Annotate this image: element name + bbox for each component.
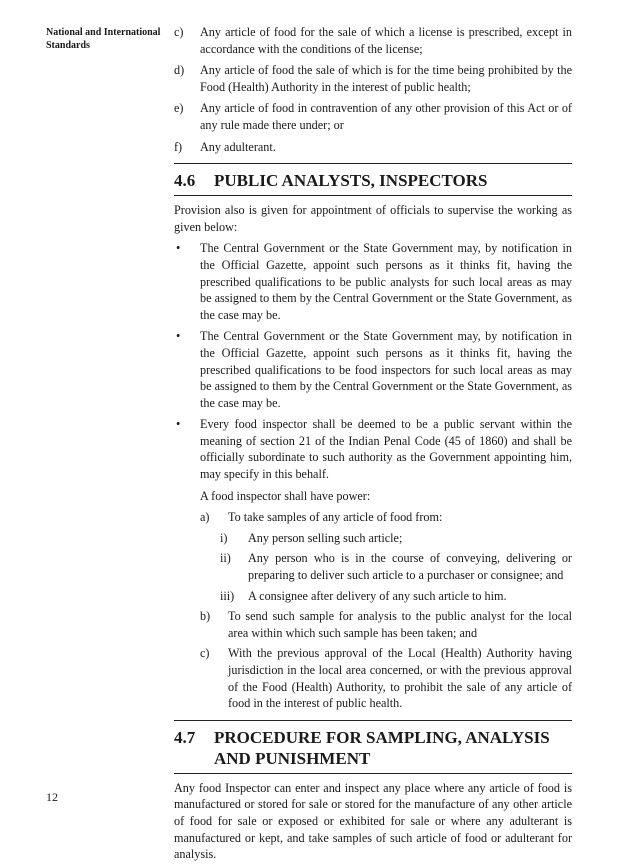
list-marker: iii) [220, 588, 235, 603]
bullet-marker: • [176, 329, 181, 344]
list-text: To send such sample for analysis to the public analyst for the local area within which such sample has been taken; and [228, 609, 572, 640]
bullet-item [174, 240, 572, 323]
page-number: 12 [46, 790, 58, 804]
list-text: With the previous approval of the Local (Health) Authority having jurisdiction in the local area concerned, or with the previous approval of the Food (Health) Authority, to prohibit the sale of any article of food in the interest of public health. [228, 646, 572, 711]
power-a-sublist [200, 530, 572, 604]
running-header: National and International Standards [46, 27, 161, 51]
bullet-marker: • [176, 417, 181, 432]
sub-list-item [220, 550, 572, 583]
power-item [200, 509, 572, 526]
list-marker: ii) [220, 551, 231, 566]
section-intro: Provision also is given for appointment of officials to supervise the working as given below: [174, 203, 572, 234]
list-text: Any article of food the sale of which is for the time being prohibited by the Food (Health) Authority in the interest of public health; [200, 63, 572, 94]
list-text: Any article of food for the sale of which a license is prescribed, except in accordance with the conditions of the license; [200, 25, 572, 56]
main-content [174, 24, 572, 868]
sub-list-item [220, 588, 572, 605]
power-item [200, 645, 572, 711]
list-marker: b) [200, 609, 211, 624]
list-text: To take samples of any article of food from: [228, 510, 443, 525]
list-item [174, 139, 572, 156]
list-item [174, 62, 572, 95]
list-marker: d) [174, 63, 185, 78]
bullet-text: The Central Government or the State Government may, by notification in the Official Gazette, appoint such persons as it thinks fit, having the prescribed qualifications to be public analysts for such local areas as may be assigned to them by the Central Government or the State Government, as the case may be. [200, 241, 572, 322]
powers-block [174, 488, 572, 712]
section-heading-4-6 [174, 163, 572, 196]
list-marker: i) [220, 530, 228, 545]
bullet-item [174, 328, 572, 411]
list-text: Any person selling such article; [248, 530, 403, 545]
section-number: 4.7 [174, 727, 196, 747]
list-item [174, 24, 572, 57]
bullet-marker: • [176, 241, 181, 256]
section-heading-4-7 [174, 720, 572, 774]
list-marker: a) [200, 510, 210, 525]
list-marker: e) [174, 101, 184, 116]
power-item [200, 608, 572, 641]
list-marker: c) [200, 646, 210, 661]
bullet-item [174, 416, 572, 482]
section-body: Any food Inspector can enter and inspect any place where any article of food is manufactured or stored for sale or stored for the manufacture of any other article of food for sale or exposed or exhibited for sale or where any adulterant is manufactured or kept, and take samples of such article of food or adulterant for analysis. [174, 780, 572, 862]
section-title: PUBLIC ANALYSTS, INSPECTORS [214, 171, 488, 191]
list-item [174, 100, 572, 133]
list-text: A consignee after delivery of any such article to him. [248, 588, 507, 603]
list-marker: f) [174, 139, 183, 154]
list-text: Any article of food in contravention of any other provision of this Act or of any rule made there under; or [200, 101, 572, 132]
list-text: Any person who is in the course of conveying, delivering or preparing to deliver such article to a purchaser or consignee; and [248, 551, 572, 583]
bullet-text: Every food inspector shall be deemed to be a public servant within the meaning of section 21 of the Indian Penal Code (45 of 1860) and shall be officially subordinate to such authority as the Government appointing him, may specify in this behalf. [200, 417, 572, 482]
section-title: PROCEDURE FOR SAMPLING, ANALYSIS AND PUNISHMENT [214, 727, 550, 768]
sub-list-item [220, 530, 572, 547]
list-marker: c) [174, 25, 184, 39]
powers-intro: A food inspector shall have power: [200, 488, 371, 503]
section-number: 4.6 [174, 171, 196, 191]
list-text: Any adulterant. [200, 139, 276, 154]
top-list [174, 24, 572, 155]
bullet-text: The Central Government or the State Government may, by notification in the Official Gazette, appoint such persons as it thinks fit, having the prescribed qualifications to be food inspectors for such local areas as may be assigned to them by the Central Government or the State Government, as the case may be. [200, 329, 572, 410]
